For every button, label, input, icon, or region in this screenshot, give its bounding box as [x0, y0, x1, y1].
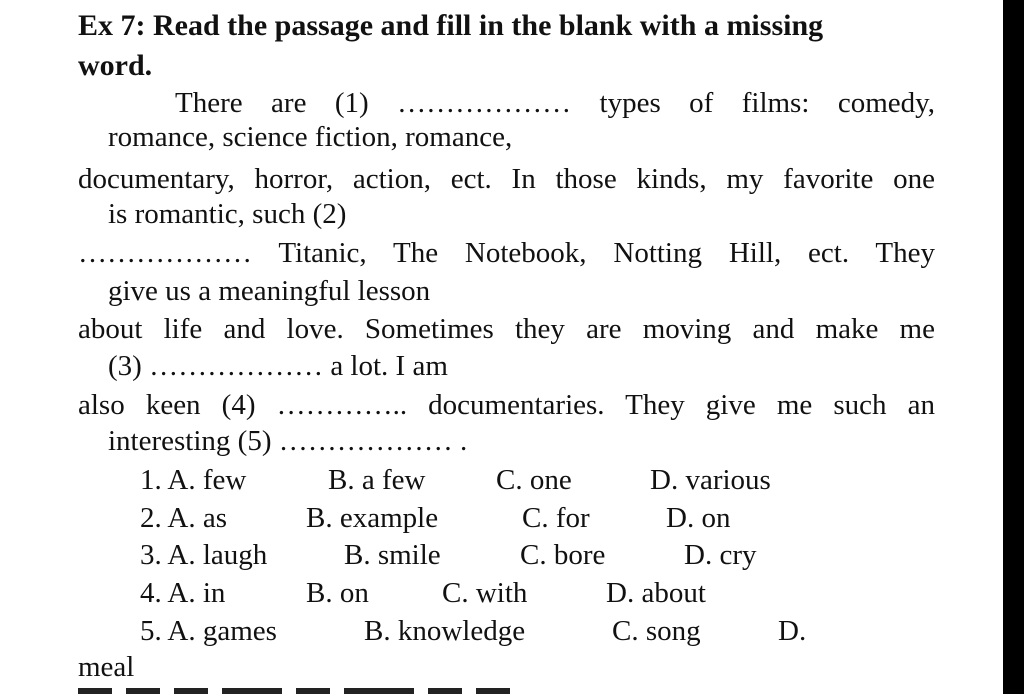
passage-line-10: interesting (5) ……………… . — [108, 425, 468, 457]
q5-option-c: C. song — [612, 615, 701, 647]
q2-option-b: B. example — [306, 502, 439, 534]
q4-option-d: D. about — [606, 577, 706, 609]
q4-option-c: C. with — [442, 577, 528, 609]
passage-line-7: about life and love. Sometimes they are moving and make me — [78, 313, 935, 345]
passage-line-1: There are (1) ……………… types of films: comedy, — [175, 87, 935, 119]
q3-option-d: D. cry — [684, 539, 757, 571]
passage-line-9: also keen (4) ………….. documentaries. They give me such an — [78, 389, 935, 421]
q4-option-a: 4. A. in — [140, 577, 226, 609]
q1-option-b: B. a few — [328, 464, 426, 496]
q1-option-c: C. one — [496, 464, 572, 496]
passage-line-5: ……………… Titanic, The Notebook, Notting Hill, ect. They — [78, 237, 935, 269]
q5-option-d-continued: meal — [78, 651, 135, 683]
q2-option-c: C. for — [522, 502, 590, 534]
title-line-2: word. — [78, 49, 153, 82]
screen-edge-bar — [1003, 0, 1024, 694]
passage-line-3: documentary, horror, action, ect. In those kinds, my favorite one — [78, 163, 935, 195]
q1-option-a: 1. A. few — [140, 464, 247, 496]
q2-option-a: 2. A. as — [140, 502, 227, 534]
passage-line-4: is romantic, such (2) — [108, 198, 347, 230]
q3-option-a: 3. A. laugh — [140, 539, 268, 571]
q1-option-d: D. various — [650, 464, 771, 496]
q3-option-c: C. bore — [520, 539, 606, 571]
title-line-1: Ex 7: Read the passage and fill in the blank with a missing — [78, 9, 824, 42]
passage-line-6: give us a meaningful lesson — [108, 275, 431, 307]
passage-line-8: (3) ……………… a lot. I am — [108, 350, 448, 382]
q3-option-b: B. smile — [344, 539, 441, 571]
q4-option-b: B. on — [306, 577, 369, 609]
q2-option-d: D. on — [666, 502, 731, 534]
passage-line-2: romance, science fiction, romance, — [108, 121, 513, 153]
q5-option-a: 5. A. games — [140, 615, 277, 647]
cut-off-next-line — [78, 688, 638, 694]
q5-option-d: D. — [778, 615, 807, 647]
q5-option-b: B. knowledge — [364, 615, 526, 647]
